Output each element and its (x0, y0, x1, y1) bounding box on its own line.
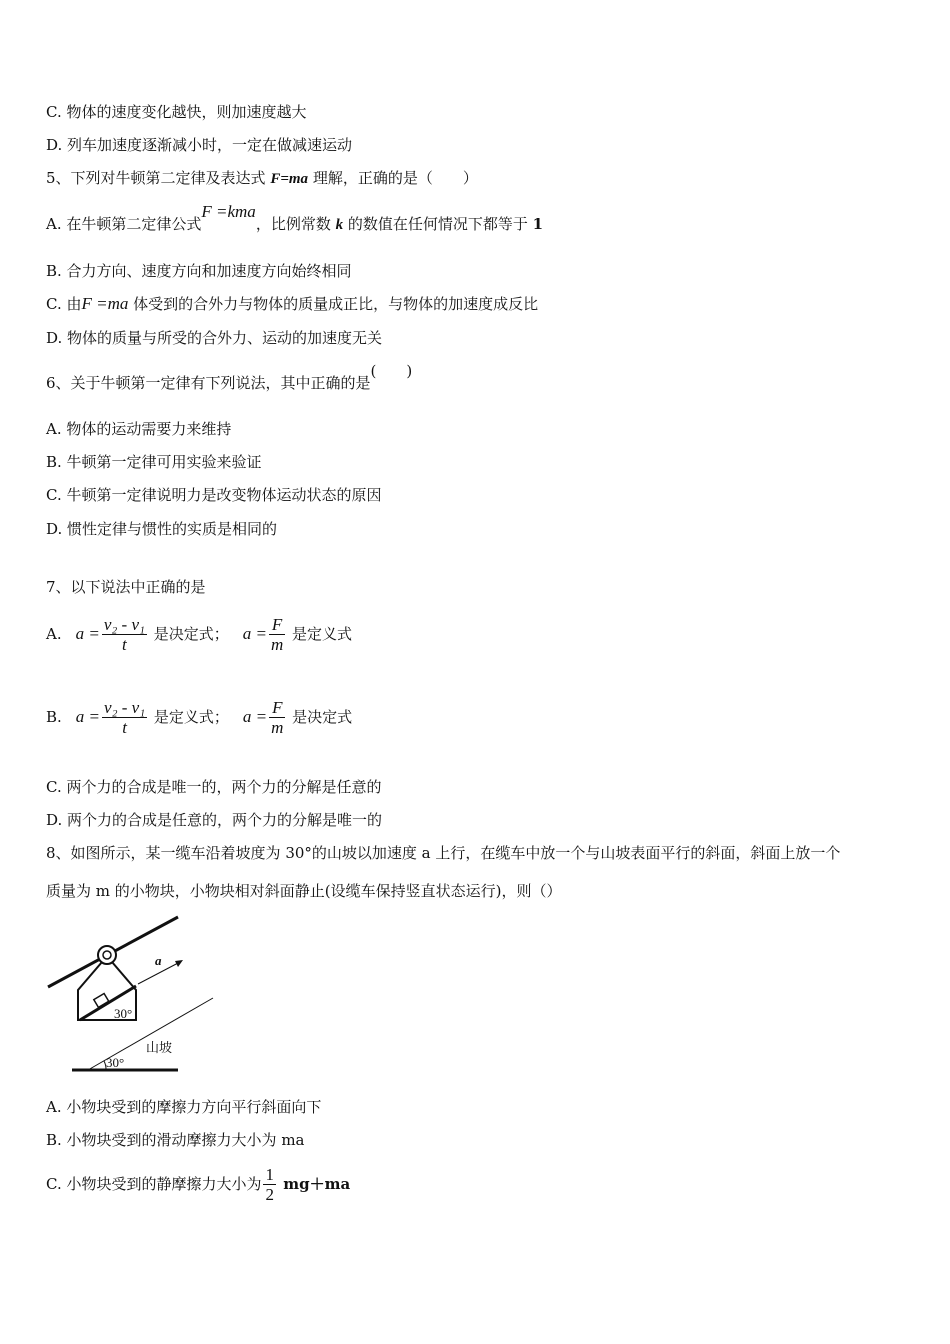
option-5a-one: 1 (532, 215, 544, 233)
option-8b: B. 小物块受到的滑动摩擦力大小为 ma (46, 1131, 305, 1149)
question-8-stem-line1: 8、如图所示，某一缆车沿着坡度为 30°的山坡以加速度 a 上行，在缆车中放一个与山坡表面平行的斜面，斜面上放一个 (46, 844, 841, 862)
option-8c-denominator: 2 (265, 1184, 274, 1204)
option-7b-fraction-1 (102, 699, 147, 738)
option-7a-fraction-2 (269, 616, 285, 655)
incline-angle-label: 30° (114, 1006, 133, 1021)
question-5-stem-text: 5、下列对牛顿第二定律及表达式 (46, 169, 271, 187)
option-5c-formula: F =ma (81, 294, 129, 313)
option-7a-fraction-1 (102, 616, 147, 655)
option-5a-k: k (335, 217, 344, 233)
option-7b-denominator-2: m (271, 717, 284, 737)
option-5c-text: C. 由 (46, 295, 82, 313)
option-5a-text-2: ，比例常数 (255, 215, 336, 233)
option-7b-numerator-1: v₂ - v₁ (104, 697, 146, 717)
slope-label: 山坡 (146, 1041, 173, 1056)
option-6b: B. 牛顿第一定律可用实验来验证 (46, 453, 262, 471)
option-7a-label: A. (46, 625, 62, 643)
option-7a-denominator-2: m (270, 634, 284, 654)
option-5a-formula: F =kma (201, 202, 256, 221)
option-8c (46, 1162, 350, 1206)
question-7-stem: 7、以下说法中正确的是 (46, 578, 206, 596)
option-7b-lhs-2: a = (242, 707, 268, 726)
option-4d: D. 列车加速度逐渐减小时，一定在做减速运动 (46, 136, 353, 154)
question-6-paren: ( ) (370, 362, 413, 380)
option-5c (46, 294, 538, 314)
option-7b-fraction-2 (269, 699, 285, 738)
option-7a-end: 是定义式 (287, 625, 352, 643)
slope-angle-label: 30° (106, 1055, 125, 1070)
option-5b: B. 合力方向、速度方向和加速度方向始终相同 (46, 262, 352, 280)
option-7b-label: B. (46, 708, 62, 726)
option-8c-numerator: 1 (265, 1164, 274, 1184)
option-8c-text: C. 小物块受到的静摩擦力大小为 (46, 1175, 262, 1193)
option-7c: C. 两个力的合成是唯一的，两个力的分解是任意的 (46, 778, 382, 796)
question-6-stem (46, 362, 413, 393)
option-8a: A. 小物块受到的摩擦力方向平行斜面向下 (46, 1098, 322, 1116)
option-4c: C. 物体的速度变化越快，则加速度越大 (46, 103, 307, 121)
option-7a-numerator-2: F (269, 616, 285, 635)
option-7b-end: 是决定式 (287, 708, 353, 726)
acceleration-label: a (155, 953, 162, 968)
option-6a: A. 物体的运动需要力来维持 (46, 420, 232, 438)
option-7a-lhs-1: a = (75, 624, 100, 643)
option-5a-text-3: 的数值在任何情况下都等于 (343, 215, 533, 233)
option-7b-mid: 是定义式； (149, 708, 229, 726)
option-7a-mid: 是决定式； (148, 625, 229, 643)
option-6d: D. 惯性定律与惯性的实质是相同的 (46, 520, 278, 538)
option-5a (46, 202, 544, 235)
option-7a-numerator-1: v₂ - v₁ (103, 614, 145, 634)
option-7a (46, 612, 352, 656)
question-5-formula: F=ma (270, 171, 309, 187)
question-8-stem-line2: 质量为 m 的小物块，小物块相对斜面静止(设缆车保持竖直状态运行)，则（） (46, 882, 562, 900)
option-7d: D. 两个力的合成是任意的，两个力的分解是唯一的 (46, 811, 383, 829)
option-5d: D. 物体的质量与所受的合外力、运动的加速度无关 (46, 329, 383, 347)
cable-car-figure (40, 912, 230, 1077)
option-7a-denominator-1: t (122, 634, 127, 654)
option-5a-text: A. 在牛顿第二定律公式 (46, 215, 202, 233)
option-6c: C. 牛顿第一定律说明力是改变物体运动状态的原因 (46, 486, 382, 504)
option-7b-lhs-1: a = (75, 707, 101, 726)
option-7b-numerator-2: F (269, 699, 285, 718)
option-7a-lhs-2: a = (242, 624, 267, 643)
option-7b-denominator-1: t (122, 717, 127, 737)
option-7b (46, 695, 352, 739)
pulley-inner (103, 951, 111, 959)
option-8c-fraction (263, 1166, 276, 1205)
question-5-stem (46, 168, 478, 189)
question-5-stem-end: 理解，正确的是（ ） (308, 169, 478, 187)
question-6-stem-text: 6、关于牛顿第一定律有下列说法，其中正确的是 (46, 374, 371, 392)
option-5c-text-2: 体受到的合外力与物体的质量成正比，与物体的加速度成反比 (128, 295, 539, 313)
option-8c-text-2: mg＋ma (277, 1175, 351, 1193)
